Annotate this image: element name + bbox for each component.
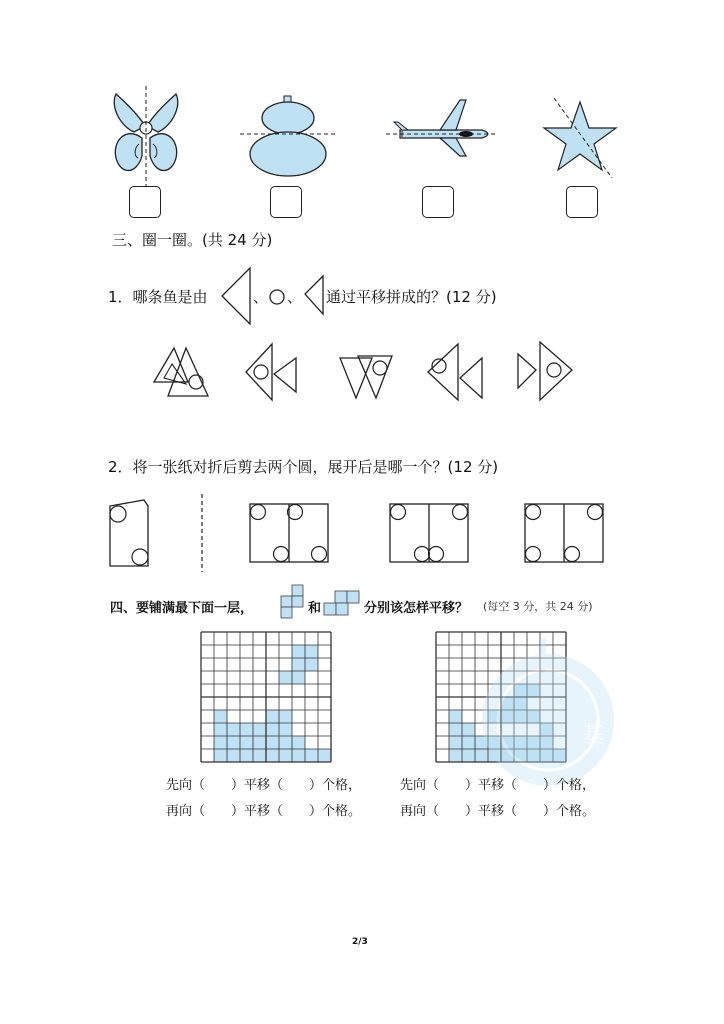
shaded-cell bbox=[279, 671, 292, 684]
shaded-cell bbox=[214, 736, 227, 749]
shaded-cell bbox=[292, 736, 305, 749]
butterfly-figure bbox=[106, 86, 186, 196]
shaded-cell bbox=[227, 749, 240, 762]
shaded-cell bbox=[305, 749, 318, 762]
answer-box-2[interactable] bbox=[270, 186, 302, 218]
page-number: 2/3 bbox=[352, 937, 368, 947]
unfold-option-1[interactable] bbox=[248, 502, 332, 566]
small-triangle-piece bbox=[303, 274, 327, 318]
shaded-cell bbox=[279, 736, 292, 749]
section4-heading-b: 分别该怎样平移？ bbox=[364, 601, 469, 616]
answer-box-1[interactable] bbox=[129, 186, 161, 218]
horizontal-tetromino-icon bbox=[323, 590, 363, 618]
fish-option-3[interactable] bbox=[338, 342, 398, 402]
shaded-cell bbox=[214, 749, 227, 762]
tetris-grid-left bbox=[201, 632, 333, 764]
section3-heading: 三、圈一圈。(共 24 分) bbox=[112, 231, 273, 249]
gourd-figure bbox=[238, 96, 338, 186]
shaded-cell bbox=[253, 723, 266, 736]
shaded-cell bbox=[240, 723, 253, 736]
fish-option-2[interactable] bbox=[244, 342, 304, 402]
shaded-cell bbox=[227, 723, 240, 736]
watermark-logo bbox=[470, 630, 620, 800]
shaded-cell bbox=[292, 671, 305, 684]
shaded-cell bbox=[266, 710, 279, 723]
q1-sep1: 、 bbox=[253, 288, 269, 306]
left-answer-line-2: 再向（ ）平移（ ）个格。 bbox=[166, 804, 362, 819]
shaded-cell bbox=[279, 723, 292, 736]
circle-piece bbox=[269, 288, 287, 306]
right-answer-line-1: 先向（ ）平移（ ）个格， bbox=[400, 778, 596, 793]
section4-heading-note: (每空 3 分，共 24 分) bbox=[483, 600, 593, 613]
shaded-cell bbox=[292, 658, 305, 671]
shaded-cell bbox=[449, 736, 462, 749]
shaded-cell bbox=[266, 749, 279, 762]
shaded-cell bbox=[227, 736, 240, 749]
shaded-cell bbox=[449, 710, 462, 723]
shaded-cell bbox=[318, 749, 331, 762]
shaded-cell bbox=[279, 710, 292, 723]
shaded-cell bbox=[253, 736, 266, 749]
left-answer-line-1: 先向（ ）平移（ ）个格， bbox=[166, 778, 362, 793]
airplane-figure bbox=[386, 98, 496, 158]
shaded-cell bbox=[292, 645, 305, 658]
vertical-tetromino-icon bbox=[280, 584, 306, 624]
large-triangle-piece bbox=[220, 266, 254, 326]
q1-sep2: 、 bbox=[287, 288, 303, 306]
shaded-cell bbox=[266, 736, 279, 749]
shaded-cell bbox=[253, 749, 266, 762]
answer-box-3[interactable] bbox=[422, 186, 454, 218]
section4-heading-and: 和 bbox=[308, 601, 322, 616]
folded-paper bbox=[106, 496, 156, 572]
shaded-cell bbox=[279, 749, 292, 762]
unfold-option-3[interactable] bbox=[523, 502, 607, 566]
answer-box-4[interactable] bbox=[566, 186, 598, 218]
svg-text:基: 基 bbox=[582, 723, 605, 748]
shaded-cell bbox=[305, 645, 318, 658]
star-figure bbox=[540, 94, 620, 184]
shaded-cell bbox=[292, 749, 305, 762]
fish-option-1[interactable] bbox=[150, 344, 220, 404]
shaded-cell bbox=[214, 723, 227, 736]
shaded-cell bbox=[449, 749, 462, 762]
q1-prefix: 1．哪条鱼是由 bbox=[108, 288, 208, 306]
fish-option-4[interactable] bbox=[424, 342, 488, 402]
shaded-cell bbox=[240, 749, 253, 762]
section4-heading-a: 四、要铺满最下面一层， bbox=[110, 601, 254, 616]
q2-text: 2．将一张纸对折后剪去两个圆，展开后是哪一个？(12 分) bbox=[108, 458, 499, 476]
shaded-cell bbox=[449, 723, 462, 736]
shaded-cell bbox=[240, 736, 253, 749]
unfold-option-2[interactable] bbox=[388, 502, 472, 566]
fish-option-5[interactable] bbox=[516, 340, 576, 402]
shaded-cell bbox=[305, 658, 318, 671]
shaded-cell bbox=[214, 710, 227, 723]
dashed-divider bbox=[200, 494, 204, 572]
right-answer-line-2: 再向（ ）平移（ ）个格。 bbox=[400, 804, 596, 819]
shaded-cell bbox=[266, 723, 279, 736]
q1-suffix: 通过平移拼成的？(12 分) bbox=[326, 288, 497, 306]
